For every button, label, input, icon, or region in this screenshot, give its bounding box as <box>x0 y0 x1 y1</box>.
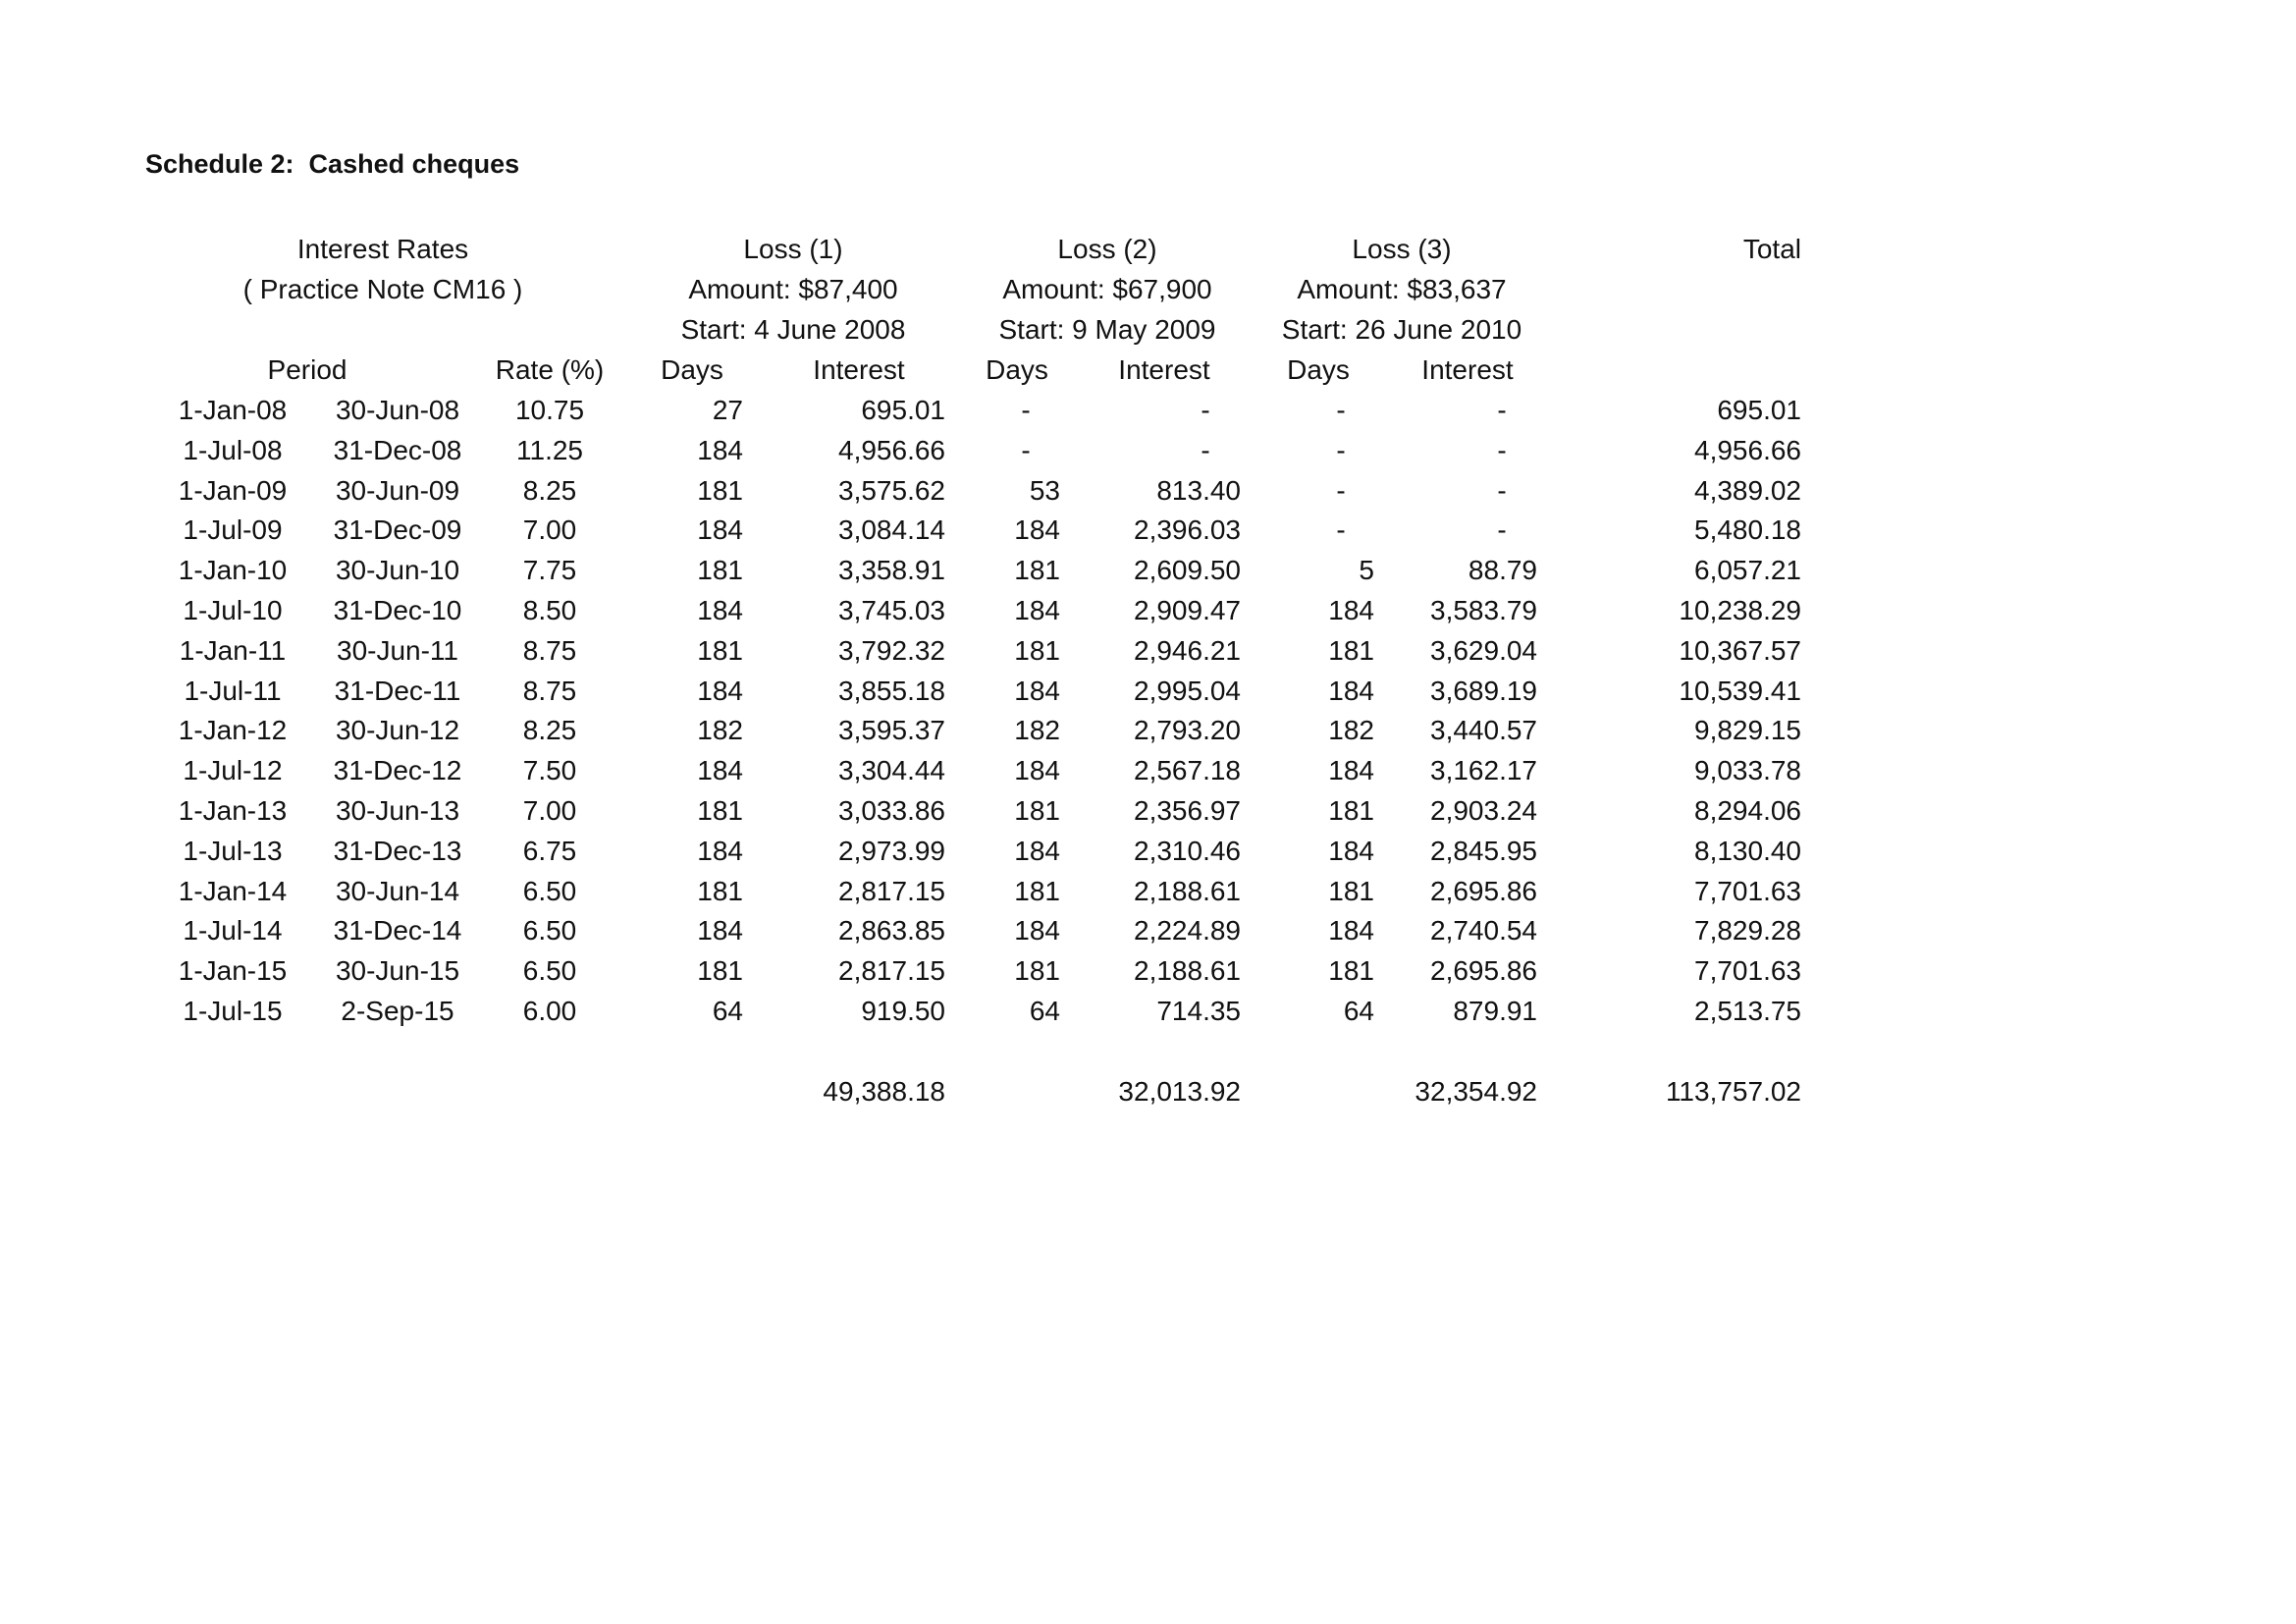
period-end-cell: 30-Jun-12 <box>335 715 460 746</box>
loss-1-interest-total: 49,388.18 <box>823 1076 945 1107</box>
period-end-cell: 30-Jun-14 <box>335 875 460 906</box>
loss-1-interest-cell: 2,973.99 <box>838 835 945 866</box>
rate-cell: 8.50 <box>522 595 577 625</box>
rate-cell: 6.00 <box>522 996 577 1026</box>
loss-1-days-cell: 184 <box>697 755 743 786</box>
rate-cell: 7.00 <box>522 795 577 826</box>
row-total-cell: 7,701.63 <box>1694 955 1801 987</box>
period-end-cell: 30-Jun-11 <box>336 634 459 666</box>
loss-2-days-cell: 181 <box>1014 634 1060 666</box>
loss-3-days-label: Days <box>1287 354 1350 385</box>
loss-1-days-cell: 184 <box>697 434 743 465</box>
period-start-cell: 1-Jan-13 <box>178 795 288 826</box>
period-end-cell: 31-Dec-11 <box>334 675 461 706</box>
period-start-cell: 1-Jul-11 <box>184 675 282 706</box>
period-start-cell: 1-Jan-14 <box>178 875 288 906</box>
loss-1-days-cell: 184 <box>697 514 743 546</box>
loss-2-days-cell: 184 <box>1014 915 1060 947</box>
loss-3-interest-cell: 2,695.86 <box>1430 955 1537 987</box>
loss-1-days-cell: 184 <box>697 595 743 625</box>
period-start-cell: 1-Jan-12 <box>178 715 288 746</box>
loss-3-interest-cell: 3,162.17 <box>1430 755 1537 786</box>
loss-3-days-cell: - <box>1336 474 1346 506</box>
row-total-cell: 5,480.18 <box>1694 514 1801 546</box>
rate-cell: 8.25 <box>522 715 577 746</box>
loss-2-interest-cell: 2,188.61 <box>1134 955 1241 987</box>
period-start-cell: 1-Jul-14 <box>183 915 283 947</box>
rate-cell: 6.50 <box>522 875 577 906</box>
loss-3-days-cell: 184 <box>1328 835 1374 866</box>
loss-1-interest-cell: 3,745.03 <box>838 595 945 625</box>
loss-3-days-cell: 184 <box>1328 755 1374 786</box>
loss-3-days-cell: - <box>1336 395 1346 425</box>
page-title: Schedule 2: Cashed cheques <box>145 149 520 179</box>
loss-2-days-cell: 184 <box>1014 675 1060 706</box>
period-start-cell: 1-Jul-08 <box>183 434 283 465</box>
period-start-cell: 1-Jul-13 <box>183 835 283 866</box>
loss-1-interest-cell: 2,863.85 <box>838 915 945 947</box>
period-start-cell: 1-Jul-10 <box>183 595 283 625</box>
total-heading: Total <box>1742 234 1801 264</box>
loss-3-days-cell: 64 <box>1343 996 1374 1026</box>
loss-3-interest-cell: 3,583.79 <box>1430 595 1537 625</box>
loss-2-interest-cell: 813.40 <box>1156 474 1241 506</box>
rate-cell: 8.25 <box>522 474 577 506</box>
loss-2-heading: Loss (2) <box>1057 234 1157 264</box>
period-end-cell: 31-Dec-14 <box>333 915 462 947</box>
rate-cell: 7.75 <box>522 555 577 586</box>
loss-1-interest-cell: 4,956.66 <box>838 434 945 465</box>
period-end-cell: 31-Dec-08 <box>333 434 462 465</box>
rate-cell: 11.25 <box>516 434 583 465</box>
row-total-cell: 6,057.21 <box>1694 555 1801 586</box>
loss-1-interest-cell: 3,575.62 <box>838 474 945 506</box>
loss-1-interest-cell: 3,084.14 <box>838 514 945 546</box>
loss-1-days-cell: 182 <box>697 715 743 746</box>
loss-2-interest-cell: 2,609.50 <box>1134 555 1241 586</box>
loss-3-interest-cell: - <box>1497 434 1507 465</box>
loss-2-interest-cell: 2,909.47 <box>1134 595 1241 625</box>
loss-2-interest-cell: 2,793.20 <box>1134 715 1241 746</box>
loss-3-interest-cell: 3,689.19 <box>1430 675 1537 706</box>
loss-2-interest-cell: 2,396.03 <box>1134 514 1241 546</box>
loss-1-days-cell: 181 <box>697 955 743 987</box>
loss-1-days-cell: 181 <box>697 634 743 666</box>
interest-rates-heading: Interest Rates <box>296 234 469 264</box>
rate-cell: 8.75 <box>522 634 577 666</box>
loss-2-interest-cell: - <box>1201 395 1210 425</box>
loss-1-interest-cell: 695.01 <box>861 395 945 425</box>
loss-3-days-cell: - <box>1336 514 1346 546</box>
loss-2-days-cell: 181 <box>1014 795 1060 826</box>
loss-1-interest-cell: 3,855.18 <box>838 675 945 706</box>
period-start-cell: 1-Jul-15 <box>183 996 283 1026</box>
loss-3-days-cell: 181 <box>1328 875 1374 906</box>
loss-2-interest-total: 32,013.92 <box>1118 1076 1241 1107</box>
row-total-cell: 695.01 <box>1717 395 1801 425</box>
period-start-cell: 1-Jan-08 <box>178 395 288 425</box>
loss-1-interest-cell: 3,595.37 <box>838 715 945 746</box>
loss-3-heading: Loss (3) <box>1352 234 1452 264</box>
period-start-cell: 1-Jul-09 <box>183 514 283 546</box>
loss-3-interest-cell: - <box>1497 474 1507 506</box>
loss-3-days-cell: 181 <box>1328 955 1374 987</box>
row-total-cell: 10,539.41 <box>1679 675 1801 706</box>
row-total-cell: 10,238.29 <box>1679 595 1801 625</box>
loss-2-days-cell: 64 <box>1029 996 1060 1026</box>
loss-3-days-cell: 181 <box>1328 795 1374 826</box>
rate-cell: 10.75 <box>514 395 585 425</box>
loss-2-interest-cell: 2,224.89 <box>1134 915 1241 947</box>
loss-2-start: Start: 9 May 2009 <box>998 314 1216 345</box>
loss-2-interest-cell: 2,310.46 <box>1134 835 1241 866</box>
loss-2-days-cell: 181 <box>1014 555 1060 586</box>
period-start-cell: 1-Jan-11 <box>179 634 287 666</box>
loss-2-days-cell: 184 <box>1014 514 1060 546</box>
rate-cell: 8.75 <box>522 675 577 706</box>
period-end-cell: 30-Jun-09 <box>335 474 460 506</box>
rate-cell: 6.75 <box>522 835 577 866</box>
loss-3-days-cell: 184 <box>1328 915 1374 947</box>
loss-1-start: Start: 4 June 2008 <box>680 314 906 345</box>
loss-3-interest-label: Interest <box>1421 354 1514 385</box>
loss-1-days-label: Days <box>661 354 723 385</box>
period-column-label: Period <box>267 354 347 385</box>
loss-3-interest-cell: 3,440.57 <box>1430 715 1537 746</box>
loss-3-interest-total: 32,354.92 <box>1415 1076 1537 1107</box>
loss-2-interest-cell: 2,946.21 <box>1134 634 1241 666</box>
loss-1-interest-cell: 3,033.86 <box>838 795 945 826</box>
loss-3-days-cell: - <box>1336 434 1346 465</box>
loss-2-interest-cell: 2,567.18 <box>1134 755 1241 786</box>
loss-1-days-cell: 181 <box>697 474 743 506</box>
loss-1-interest-cell: 3,358.91 <box>838 555 945 586</box>
loss-3-interest-cell: 2,695.86 <box>1430 875 1537 906</box>
loss-3-days-cell: 181 <box>1328 634 1374 666</box>
period-start-cell: 1-Jul-12 <box>183 755 283 786</box>
loss-1-interest-cell: 919.50 <box>861 996 945 1026</box>
period-start-cell: 1-Jan-15 <box>178 955 288 987</box>
row-total-cell: 4,389.02 <box>1694 474 1801 506</box>
grand-total: 113,757.02 <box>1665 1076 1801 1107</box>
loss-2-interest-label: Interest <box>1118 354 1210 385</box>
loss-3-interest-cell: 879.91 <box>1453 996 1537 1026</box>
loss-1-days-cell: 27 <box>712 395 743 425</box>
loss-2-days-cell: 181 <box>1014 955 1060 987</box>
loss-2-days-cell: 184 <box>1014 595 1060 625</box>
period-end-cell: 31-Dec-12 <box>333 755 462 786</box>
loss-2-days-cell: 184 <box>1014 755 1060 786</box>
rate-column-label: Rate (%) <box>495 354 605 385</box>
loss-3-interest-cell: 88.79 <box>1468 555 1537 586</box>
loss-3-days-cell: 184 <box>1328 595 1374 625</box>
loss-2-interest-cell: 2,188.61 <box>1134 875 1241 906</box>
loss-2-interest-cell: 714.35 <box>1156 996 1241 1026</box>
row-total-cell: 8,294.06 <box>1694 795 1801 826</box>
loss-3-interest-cell: 2,903.24 <box>1430 795 1537 826</box>
loss-2-days-cell: - <box>1021 434 1031 465</box>
loss-3-start: Start: 26 June 2010 <box>1281 314 1522 345</box>
period-end-cell: 30-Jun-10 <box>335 555 460 586</box>
loss-2-days-cell: 181 <box>1014 875 1060 906</box>
loss-2-interest-cell: 2,995.04 <box>1134 675 1241 706</box>
rate-cell: 7.50 <box>522 755 577 786</box>
loss-3-amount: Amount: $83,637 <box>1297 274 1507 304</box>
loss-3-interest-cell: 2,740.54 <box>1430 915 1537 947</box>
row-total-cell: 7,829.28 <box>1694 915 1801 947</box>
loss-1-interest-cell: 2,817.15 <box>838 875 945 906</box>
period-end-cell: 30-Jun-13 <box>335 795 460 826</box>
row-total-cell: 7,701.63 <box>1694 875 1801 906</box>
loss-3-days-cell: 184 <box>1328 675 1374 706</box>
loss-2-amount: Amount: $67,900 <box>1002 274 1212 304</box>
loss-3-days-cell: 5 <box>1359 555 1374 586</box>
loss-1-days-cell: 184 <box>697 835 743 866</box>
practice-note-heading: ( Practice Note CM16 ) <box>242 274 523 304</box>
period-end-cell: 31-Dec-09 <box>333 514 462 546</box>
loss-1-days-cell: 64 <box>712 996 743 1026</box>
loss-3-interest-cell: - <box>1497 514 1507 546</box>
loss-3-interest-cell: 2,845.95 <box>1430 835 1537 866</box>
loss-1-days-cell: 184 <box>697 915 743 947</box>
loss-1-days-cell: 181 <box>697 795 743 826</box>
loss-2-days-label: Days <box>986 354 1048 385</box>
loss-2-days-cell: 184 <box>1014 835 1060 866</box>
row-total-cell: 4,956.66 <box>1694 434 1801 465</box>
loss-3-days-cell: 182 <box>1328 715 1374 746</box>
rate-cell: 7.00 <box>522 514 577 546</box>
loss-1-days-cell: 184 <box>697 675 743 706</box>
loss-1-amount: Amount: $87,400 <box>688 274 898 304</box>
loss-1-interest-cell: 3,792.32 <box>838 634 945 666</box>
row-total-cell: 9,829.15 <box>1694 715 1801 746</box>
loss-2-days-cell: 182 <box>1014 715 1060 746</box>
period-end-cell: 30-Jun-15 <box>335 955 460 987</box>
loss-2-days-cell: - <box>1021 395 1031 425</box>
period-start-cell: 1-Jan-09 <box>178 474 288 506</box>
rate-cell: 6.50 <box>522 915 577 947</box>
loss-1-interest-label: Interest <box>813 354 905 385</box>
row-total-cell: 9,033.78 <box>1694 755 1801 786</box>
loss-2-interest-cell: 2,356.97 <box>1134 795 1241 826</box>
loss-3-interest-cell: - <box>1497 395 1507 425</box>
loss-1-days-cell: 181 <box>697 875 743 906</box>
row-total-cell: 10,367.57 <box>1679 634 1801 666</box>
loss-1-interest-cell: 3,304.44 <box>838 755 945 786</box>
loss-1-interest-cell: 2,817.15 <box>838 955 945 987</box>
row-total-cell: 8,130.40 <box>1694 835 1801 866</box>
period-end-cell: 2-Sep-15 <box>341 996 454 1026</box>
period-start-cell: 1-Jan-10 <box>178 555 288 586</box>
period-end-cell: 31-Dec-10 <box>333 595 462 625</box>
loss-3-interest-cell: 3,629.04 <box>1430 634 1537 666</box>
loss-1-heading: Loss (1) <box>743 234 843 264</box>
loss-2-days-cell: 53 <box>1029 474 1060 506</box>
period-end-cell: 30-Jun-08 <box>335 395 460 425</box>
row-total-cell: 2,513.75 <box>1694 996 1801 1026</box>
period-end-cell: 31-Dec-13 <box>333 835 462 866</box>
rate-cell: 6.50 <box>522 955 577 987</box>
loss-1-days-cell: 181 <box>697 555 743 586</box>
loss-2-interest-cell: - <box>1201 434 1210 465</box>
